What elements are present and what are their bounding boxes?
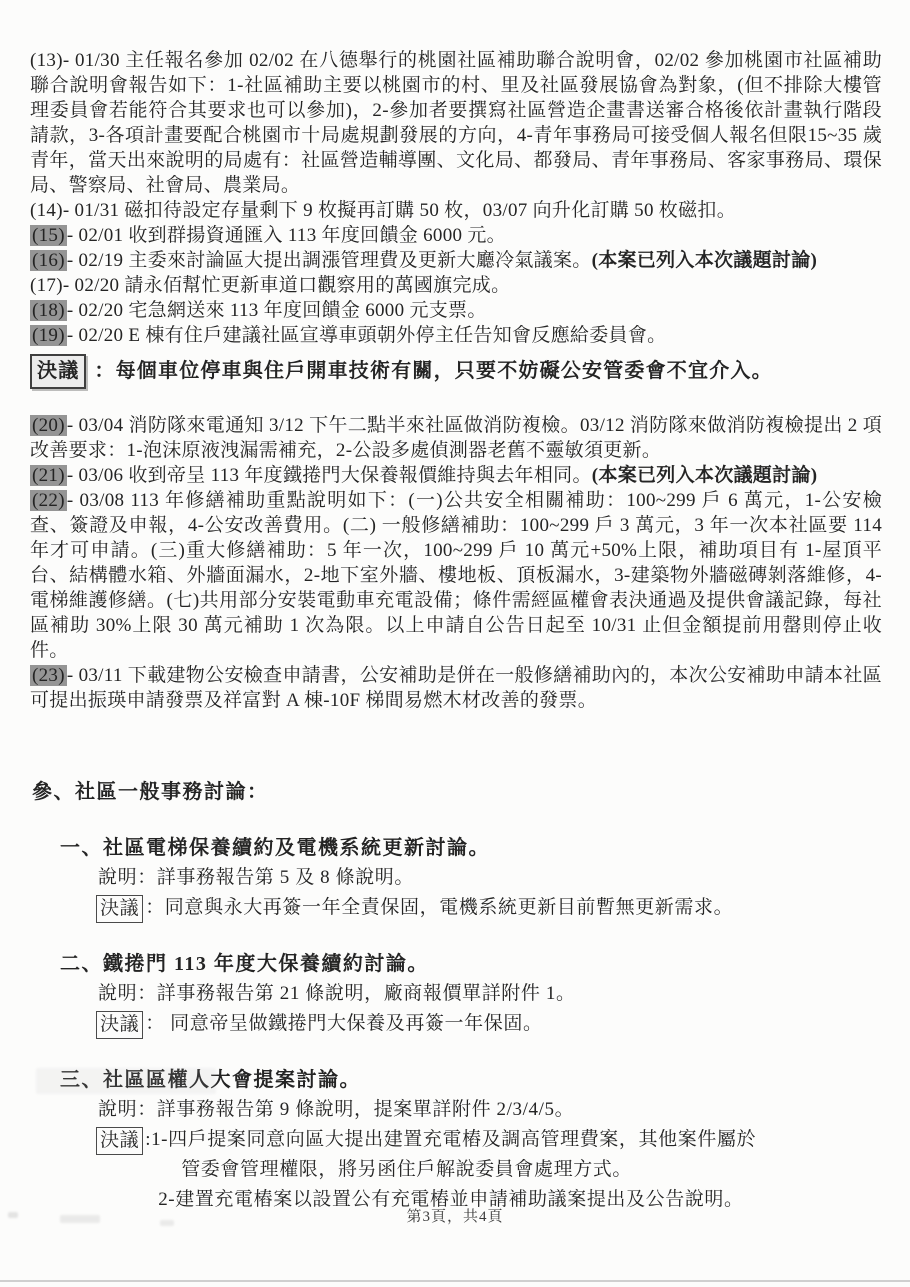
topic-title: 一、社區電梯保養續約及電機系統更新討論。 xyxy=(60,837,490,859)
topic-explanation xyxy=(98,1095,882,1125)
scan-noise xyxy=(60,1215,100,1223)
resolution-text: ：每個車位停車與住戶開車技術有關，只要不妨礙公安管委會不宜介入。 xyxy=(94,360,773,382)
report-item xyxy=(30,223,882,248)
item-number-highlighted: (18) xyxy=(32,300,65,321)
item-text: - 02/01 收到群揚資通匯入 113 年度回饋金 6000 元。 xyxy=(66,225,506,246)
document-content xyxy=(30,48,882,1241)
report-item xyxy=(30,248,882,273)
resolution-label: 決議 xyxy=(96,1127,143,1155)
item-text: - 03/06 收到帝呈 113 年度鐵捲門大保養報價維持與去年相同。 xyxy=(66,465,592,486)
report-item xyxy=(30,463,882,488)
resolution-text xyxy=(145,1009,882,1039)
item-text: - 03/04 消防隊來電通知 3/12 下午二點半來社區做消防複檢。03/12 消防隊來做消防複檢提出 2 項改善要求：1-泡沫原液洩漏需補充，2-公設多處偵測器老舊不靈敏須更新。 xyxy=(30,415,882,461)
report-item xyxy=(30,323,882,348)
explanation-label: 說明 xyxy=(98,1099,138,1120)
topic-rolling-door-maintenance xyxy=(60,949,882,1039)
topic-title: 二、鐵捲門 113 年度大保養續約討論。 xyxy=(60,953,429,975)
item-text: - 01/31 磁扣待設定存量剩下 9 枚擬再訂購 50 枚，03/07 向升化訂購 50 枚磁扣。 xyxy=(62,200,736,221)
item-number: (13) xyxy=(30,50,63,71)
item-number-highlighted: (21) xyxy=(32,465,65,486)
topic-explanation xyxy=(98,979,882,1009)
explanation-label: 說明 xyxy=(98,983,138,1004)
topic-resolution xyxy=(96,1125,882,1215)
explanation-text: ：詳事務報告第 9 條說明，提案單詳附件 2/3/4/5。 xyxy=(137,1099,575,1120)
resolution-line: 2-建置充電樁案以設置公有充電樁並申請補助議案提出及公告說明。 xyxy=(158,1189,744,1210)
resolution-label: 決議 xyxy=(96,895,143,923)
item-text: - 03/08 113 年修繕補助重點說明如下：(一)公共安全相關補助：100~299 戶 6 萬元，1-公安檢查、簽證及申報，4-公安改善費用。(二) 一般修繕補助：100~299 戶 3 萬元，3 年一次本社區要 114 年才可申請。(三)重大修繕補助：5 年一次，100~299 戶 10 萬元+50%上限，補助項目有 1-屋頂平台、結構體水箱、外牆面漏水，2-地下室外牆、樓地板、頂板漏水，3-建築物外牆磁磚剝落維修，4-電梯維護修繕。(七)共用部分安裝電動車充電設備；條件需經區權會表決通過及提供會議記錄，每社區補助 30%上限 30 萬元補助 1 次為限。以上申請自公告日起至 10/31 止但金額提前用罄則停止收件。 xyxy=(30,490,882,661)
resolution-line: ：同意與永大再簽一年全責保固，電機系統更新目前暫無更新需求。 xyxy=(145,897,734,918)
item-text: - 02/20 請永佰幫忙更新車道口觀察用的萬國旗完成。 xyxy=(62,275,511,296)
page-footer: 第3頁，共4頁 xyxy=(406,1209,504,1225)
topic-explanation xyxy=(98,863,882,893)
report-item xyxy=(30,48,882,198)
item-text: - 02/19 主委來討論區大提出調漲管理費及更新大廳冷氣議案。 xyxy=(66,250,592,271)
item-number-highlighted: (20) xyxy=(32,415,65,436)
explanation-text: ：詳事務報告第 21 條說明，廠商報價單詳附件 1。 xyxy=(137,983,576,1004)
report-item xyxy=(30,663,882,713)
report-item xyxy=(30,298,882,323)
resolution-line: :1-四戶提案同意向區大提出建置充電樁及調高管理費案，其他案件屬於 xyxy=(145,1129,757,1150)
section-heading: 參、社區一般事務討論： xyxy=(32,781,269,803)
resolution-text xyxy=(145,1125,882,1215)
scan-noise xyxy=(36,1068,216,1094)
item-text: - 01/30 主任報名參加 02/02 在八德舉行的桃園社區補助聯合說明會，02/02 參加桃園市社區補助聯合說明會報告如下：1-社區補助主要以桃園市的村、里及社區發展協會為對象，(但不排除大樓管理委員會若能符合其要求也可以參加)，2-參加者要撰寫社區營造企畫書送審合格後依計畫執行階段請款，3-各項計畫要配合桃園市十局處規劃發展的方向，4-青年事務局可接受個人報名但限15~35 歲青年，當天出來說明的局處有：社區營造輔導團、文化局、都發局、青年事務局、客家事務局、環保局、警察局、社會局、農業局。 xyxy=(30,50,882,196)
topic-resolution xyxy=(96,1009,882,1039)
item-number-highlighted: (15) xyxy=(32,225,65,246)
topic-elevator-maintenance xyxy=(60,833,882,923)
item-text: - 02/20 E 棟有住戶建議社區宣導車頭朝外停主任告知會反應給委員會。 xyxy=(66,325,667,346)
item-number: (17) xyxy=(30,275,63,296)
resolution-banner xyxy=(30,354,882,389)
resolution-label: 決議 xyxy=(30,354,86,389)
scan-noise xyxy=(8,1212,18,1218)
item-bold-note: (本案已列入本次議題討論) xyxy=(591,250,818,271)
explanation-label: 說明 xyxy=(98,867,138,888)
report-item xyxy=(30,413,882,463)
item-number: (14) xyxy=(30,200,63,221)
report-item xyxy=(30,488,882,663)
item-number-highlighted: (22) xyxy=(32,490,65,511)
scan-edge-line xyxy=(0,1280,910,1282)
item-number-highlighted: (16) xyxy=(32,250,65,271)
topic-title: 三、社區區權人大會提案討論。 xyxy=(60,1069,361,1091)
resolution-line: 管委會管理權限，將另函住戶解說委員會處理方式。 xyxy=(181,1159,633,1180)
resolution-label: 決議 xyxy=(96,1011,143,1039)
report-item xyxy=(30,273,882,298)
resolution-line: ： 同意帝呈做鐵捲門大保養及再簽一年保固。 xyxy=(145,1013,543,1034)
item-number-highlighted: (23) xyxy=(32,665,65,686)
explanation-text: ：詳事務報告第 5 及 8 條說明。 xyxy=(137,867,415,888)
scan-noise xyxy=(160,1220,174,1226)
resolution-text xyxy=(145,893,882,923)
item-number-highlighted: (19) xyxy=(32,325,65,346)
report-item xyxy=(30,198,882,223)
item-text: - 02/20 宅急網送來 113 年度回饋金 6000 元支票。 xyxy=(66,300,487,321)
topic-resolution xyxy=(96,893,882,923)
item-bold-note: (本案已列入本次議題討論) xyxy=(591,465,818,486)
item-text: - 03/11 下載建物公安檢查申請書，公安補助是併在一般修繕補助內的，本次公安補助申請本社區可提出振瑛申請發票及祥富對 A 棟-10F 梯間易燃木材改善的發票。 xyxy=(30,665,882,711)
